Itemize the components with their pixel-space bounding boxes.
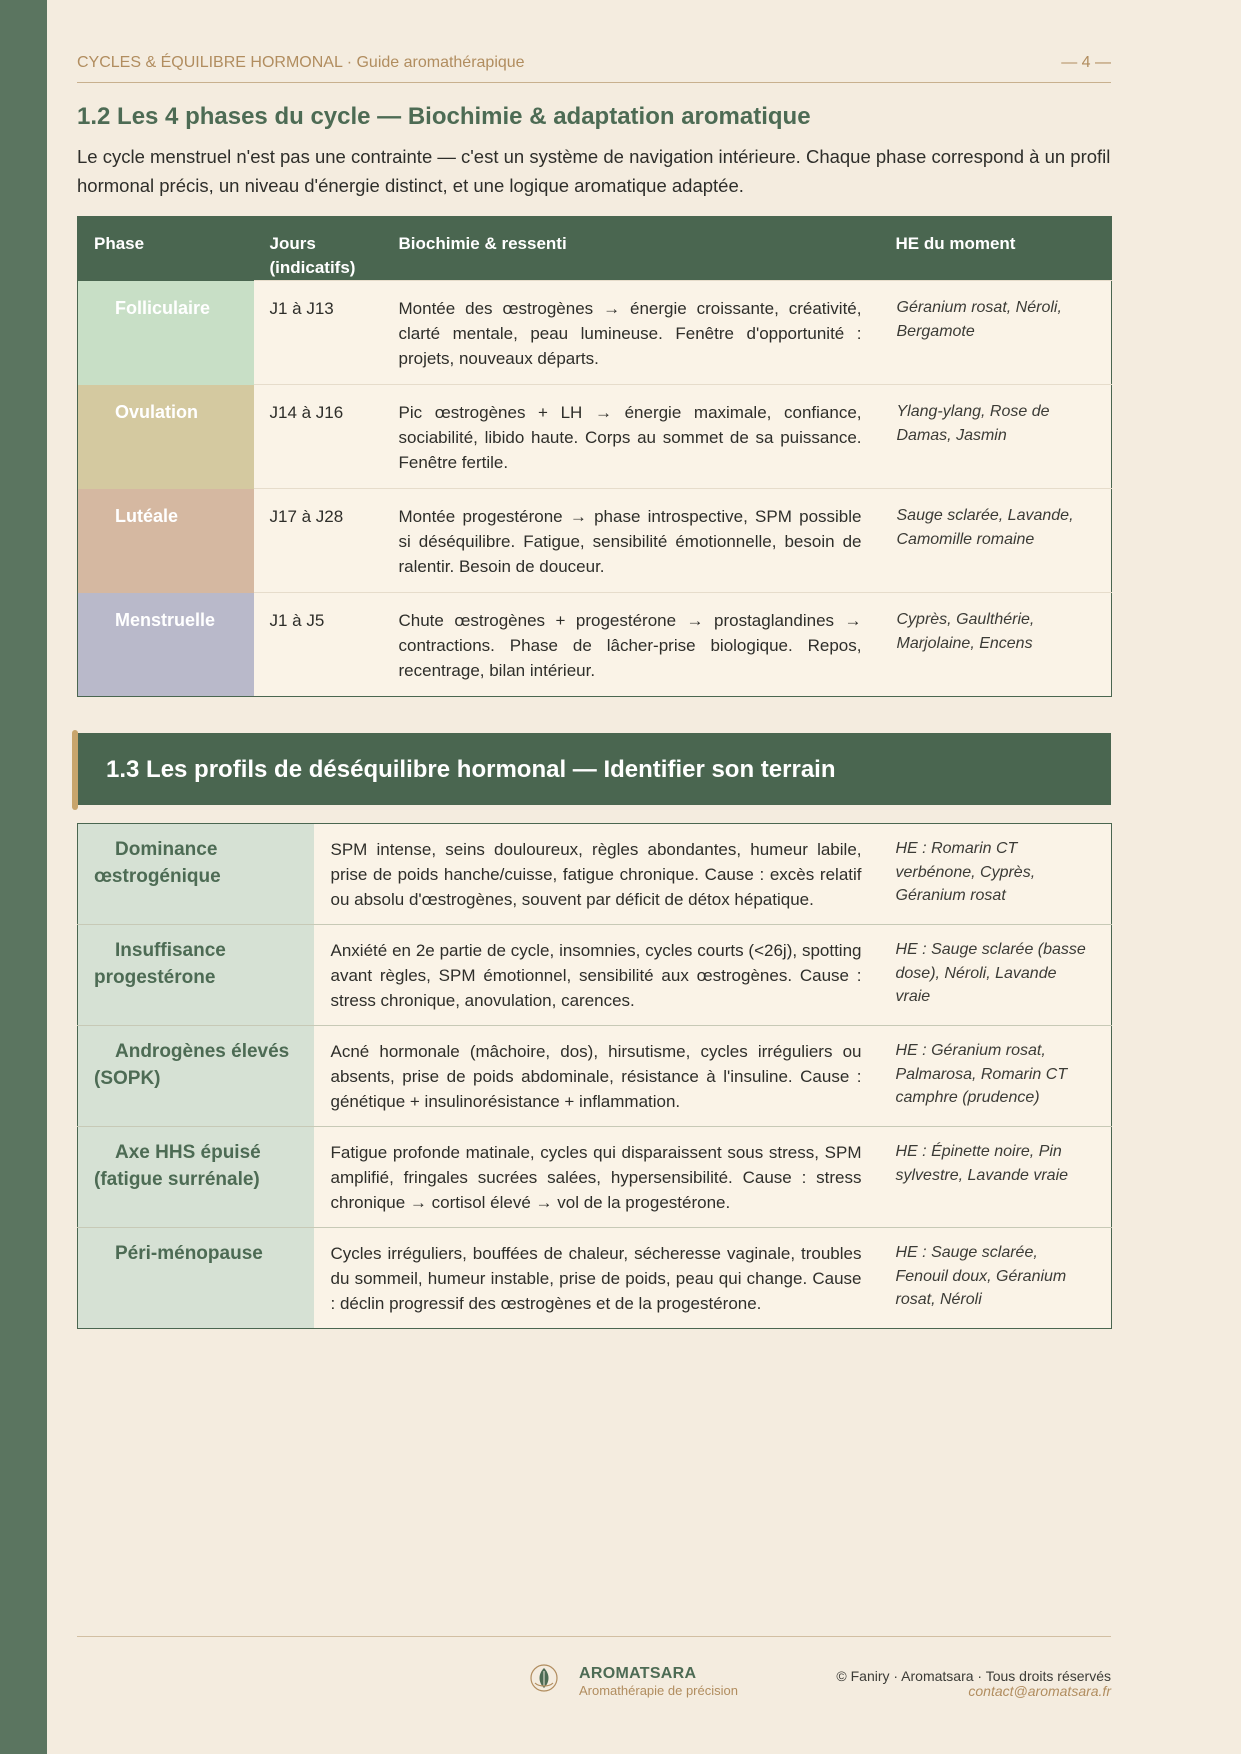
profile-description: Anxiété en 2e partie de cycle, insomnies, cycles courts (<26j), spotting avant règles, SPM émotionnel, sensibilité aux œstrogènes. Cause : stress chronique, anovulation, carences. <box>314 925 879 1026</box>
phase-days: J17 à J28 <box>254 489 383 593</box>
profile-name: Dominance œstrogénique <box>78 824 314 925</box>
profile-name: Péri-ménopause <box>78 1228 314 1329</box>
phase-name: Lutéale <box>78 489 254 593</box>
banner-accent-bar <box>72 730 78 810</box>
column-header-essential-oils: HE du moment <box>880 217 1112 281</box>
table-row <box>78 281 1112 385</box>
profiles-table <box>77 823 1112 1329</box>
profile-description: Fatigue profonde matinale, cycles qui disparaissent sous stress, SPM amplifié, fringales sucrées salées, hypersensibilité. Cause : stress chronique → cortisol élevé → vol de la progestérone. <box>314 1127 879 1228</box>
phase-name: Menstruelle <box>78 593 254 697</box>
profile-name: Androgènes élevés (SOPK) <box>78 1026 314 1127</box>
table-row <box>78 489 1112 593</box>
profile-description: SPM intense, seins douloureux, règles abondantes, humeur labile, prise de poids hanche/cuisse, fatigue chronique. Cause : excès relatif ou absolu d'œstrogènes, souvent par déficit de détox hépatique. <box>314 824 879 925</box>
phase-essential-oils: Géranium rosat, Néroli, Bergamote <box>880 281 1112 385</box>
profile-name: Insuffisance progestérone <box>78 925 314 1026</box>
phase-days: J14 à J16 <box>254 385 383 489</box>
phase-essential-oils: Ylang-ylang, Rose de Damas, Jasmin <box>880 385 1112 489</box>
profile-description: Cycles irréguliers, bouffées de chaleur, sécheresse vaginale, troubles du sommeil, humeur instable, prise de poids, peau qui change. Cause : déclin progressif des œstrogènes et de la progestérone. <box>314 1228 879 1329</box>
phases-table <box>77 216 1112 697</box>
header-title: CYCLES & ÉQUILIBRE HORMONAL · Guide aromathérapique <box>77 54 525 71</box>
copyright-notice: © Faniry · Aromatsara · Tous droits réservés <box>836 1668 1111 1684</box>
table-row <box>78 385 1112 489</box>
phase-name: Folliculaire <box>78 281 254 385</box>
table-row <box>78 1026 1112 1127</box>
table-row <box>78 925 1112 1026</box>
phase-name: Ovulation <box>78 385 254 489</box>
table-row <box>78 593 1112 697</box>
column-header-biochemistry: Biochimie & ressenti <box>383 217 880 281</box>
profile-description: Acné hormonale (mâchoire, dos), hirsutisme, cycles irréguliers ou absents, prise de poids abdominale, résistance à l'insuline. Cause : génétique + insulinorésistance + inflammation. <box>314 1026 879 1127</box>
phase-days: J1 à J13 <box>254 281 383 385</box>
section-title-phases: 1.2 Les 4 phases du cycle — Biochimie & adaptation aromatique <box>77 103 811 130</box>
column-header-days: Jours (indicatifs) <box>254 217 383 281</box>
footer-divider <box>77 1636 1111 1637</box>
section-banner-profiles <box>73 733 1111 805</box>
page-number: — 4 — <box>1061 54 1111 71</box>
phase-essential-oils: Cyprès, Gaulthérie, Marjolaine, Encens <box>880 593 1112 697</box>
profile-essential-oils: HE : Sauge sclarée (basse dose), Néroli, Lavande vraie <box>879 925 1112 1026</box>
section-title-profiles: 1.3 Les profils de déséquilibre hormonal — Identifier son terrain <box>106 756 836 783</box>
brand-name: AROMATSARA <box>579 1665 697 1682</box>
profile-name: Axe HHS épuisé (fatigue surrénale) <box>78 1127 314 1228</box>
profile-essential-oils: HE : Sauge sclarée, Fenouil doux, Géranium rosat, Néroli <box>879 1228 1112 1329</box>
profile-essential-oils: HE : Épinette noire, Pin sylvestre, Lavande vraie <box>879 1127 1112 1228</box>
side-bar-decoration <box>0 0 47 1754</box>
running-header <box>77 54 1111 83</box>
phase-biochemistry: Chute œstrogènes + progestérone → prostaglandines → contractions. Phase de lâcher-prise biologique. Repos, recentrage, bilan intérieur. <box>383 593 880 697</box>
column-header-phase: Phase <box>78 217 254 281</box>
profile-essential-oils: HE : Romarin CT verbénone, Cyprès, Géranium rosat <box>879 824 1112 925</box>
phase-biochemistry: Pic œstrogènes + LH → énergie maximale, confiance, sociabilité, libido haute. Corps au sommet de sa puissance. Fenêtre fertile. <box>383 385 880 489</box>
phase-days: J1 à J5 <box>254 593 383 697</box>
table-row <box>78 1228 1112 1329</box>
table-header-row <box>78 217 1112 281</box>
intro-paragraph: Le cycle menstruel n'est pas une contrainte — c'est un système de navigation intérieure. Chaque phase correspond à un profil hormonal précis, un niveau d'énergie distinct, et une logique aromatique adaptée. <box>77 146 1111 196</box>
contact-email-link[interactable]: contact@aromatsara.fr <box>968 1683 1111 1699</box>
brand-tagline: Aromathérapie de précision <box>579 1683 738 1698</box>
phase-essential-oils: Sauge sclarée, Lavande, Camomille romaine <box>880 489 1112 593</box>
profile-essential-oils: HE : Géranium rosat, Palmarosa, Romarin CT camphre (prudence) <box>879 1026 1112 1127</box>
phase-biochemistry: Montée des œstrogènes → énergie croissante, créativité, clarté mentale, peau lumineuse. Fenêtre d'opportunité : projets, nouveaux départs. <box>383 281 880 385</box>
table-row <box>78 1127 1112 1228</box>
leaf-drop-logo-icon <box>529 1663 559 1693</box>
phase-biochemistry: Montée progestérone → phase introspective, SPM possible si déséquilibre. Fatigue, sensibilité émotionnelle, besoin de ralentir. Besoin de douceur. <box>383 489 880 593</box>
table-row <box>78 824 1112 925</box>
